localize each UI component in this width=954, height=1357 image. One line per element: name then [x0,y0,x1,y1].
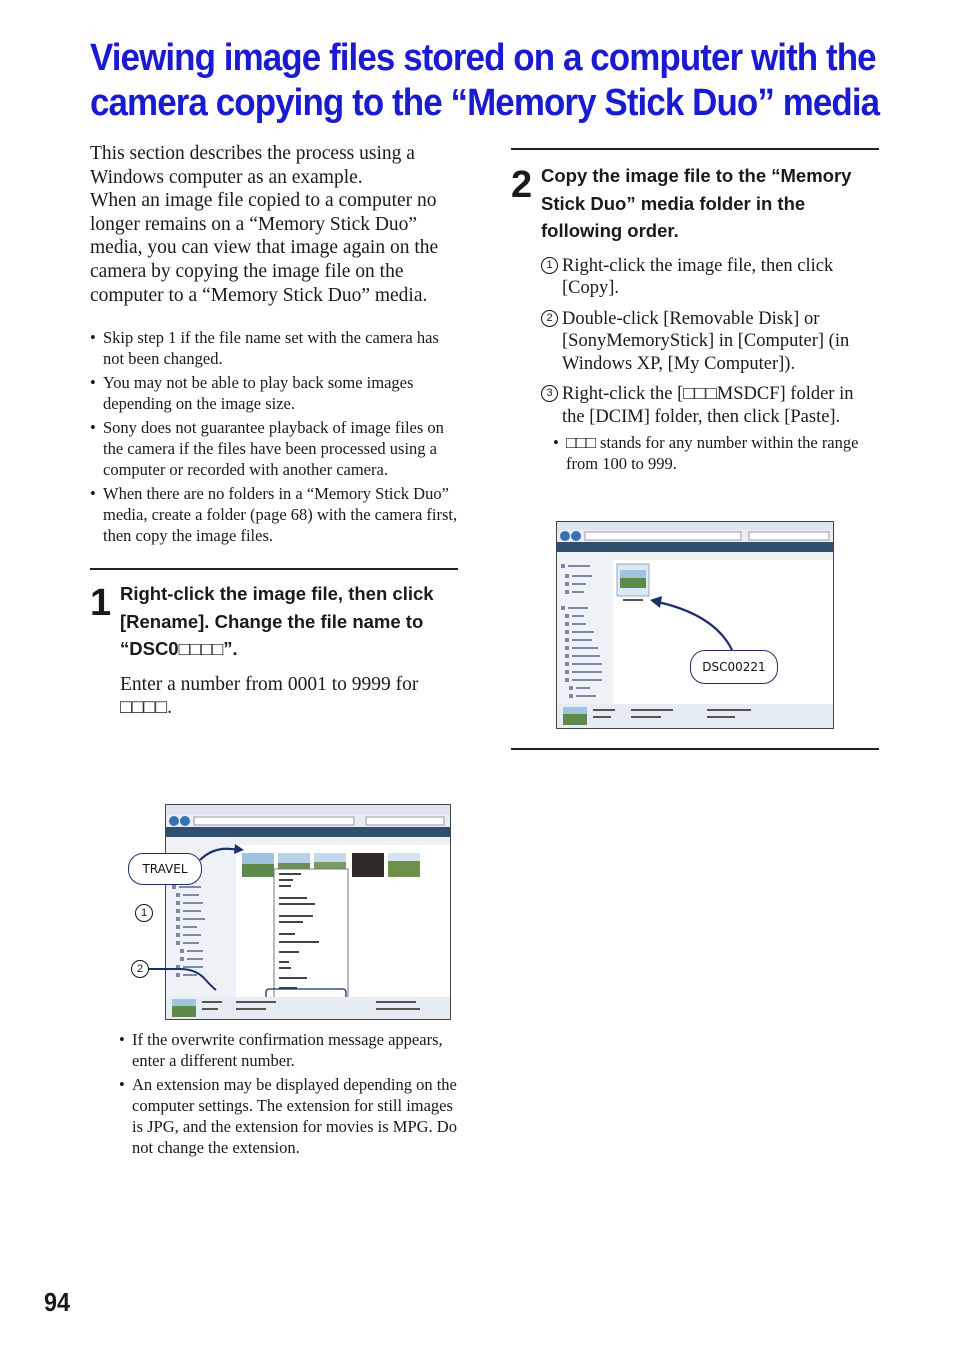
instruction-marker: 2 [541,310,558,327]
instruction-marker: 3 [541,385,558,402]
range-note: • □□□ stands for any number within the range from 100 to 999. [553,432,879,474]
note-item: • Sony does not guarantee playback of image files on the camera if the files have been processed using a computer or recorded with another camera. [90,417,458,480]
instruction-text: Right-click the [□□□MSDCF] folder in the [DCIM] folder, then click [Paste]. [562,384,854,427]
step2-instructions [541,255,879,429]
step-heading: Right-click the image file, then click [Rename]. Change the file name to “DSC0□□□□”. [120,583,434,660]
instruction-text: Double-click [Removable Disk] or [SonyMemoryStick] in [Computer] (in Windows XP, [My Computer]). [562,308,850,374]
step1-notes [119,1029,459,1161]
note-item: • You may not be able to play back some images depending on the image size. [90,372,458,414]
instruction-item [541,383,879,428]
note-item: • If the overwrite confirmation message appears, enter a different number. [119,1029,459,1071]
note-item: • When there are no folders in a “Memory Stick Duo” media, create a folder (page 68) with the camera first, then copy the image files. [90,483,458,546]
left-column [90,142,458,719]
step-body: Enter a number from 0001 to 9999 for □□□□. [120,673,419,718]
step-heading: Copy the image file to the “Memory Stick Duo” media folder in the following order. [541,165,852,241]
right-column [511,148,879,474]
note-item: • Skip step 1 if the file name set with the camera has not been changed. [90,327,458,369]
instruction-marker: 1 [541,257,558,274]
page-title [90,36,880,126]
section-divider [90,568,458,570]
travel-callout: TRAVEL [128,853,202,885]
marker-2: 2 [131,960,149,978]
section-divider [511,148,879,150]
step-1 [90,580,458,719]
intro-paragraph-2: When an image file copied to a computer no longer remains on a “Memory Stick Duo” media, you can view that image again on the camera by copying the image file on the computer to a “Memory Stick Duo” media. [90,190,439,306]
page-title-line-2: camera copying to the “Memory Stick Duo” media [90,82,880,124]
step-number: 1 [90,582,112,625]
file-callout: DSC00221 [690,650,778,684]
step-2 [511,162,879,474]
section-end-divider [511,748,879,750]
marker-1: 1 [135,904,153,922]
intro-paragraph-1: This section describes the process using a Windows computer as an example. [90,143,415,188]
intro-notes [90,327,458,546]
instruction-item [541,255,879,300]
step-number: 2 [511,164,533,206]
instruction-item [541,308,879,376]
instruction-text: Right-click the image file, then click [Copy]. [562,255,834,298]
note-item: • An extension may be displayed depending on the computer settings. The extension for still images is JPG, and the extension for movies is MPG. Do not change the extension. [119,1074,459,1158]
page-number: 94 [44,1287,71,1317]
page-title-line-1: Viewing image files stored on a computer with the [90,37,876,79]
intro [90,142,458,307]
